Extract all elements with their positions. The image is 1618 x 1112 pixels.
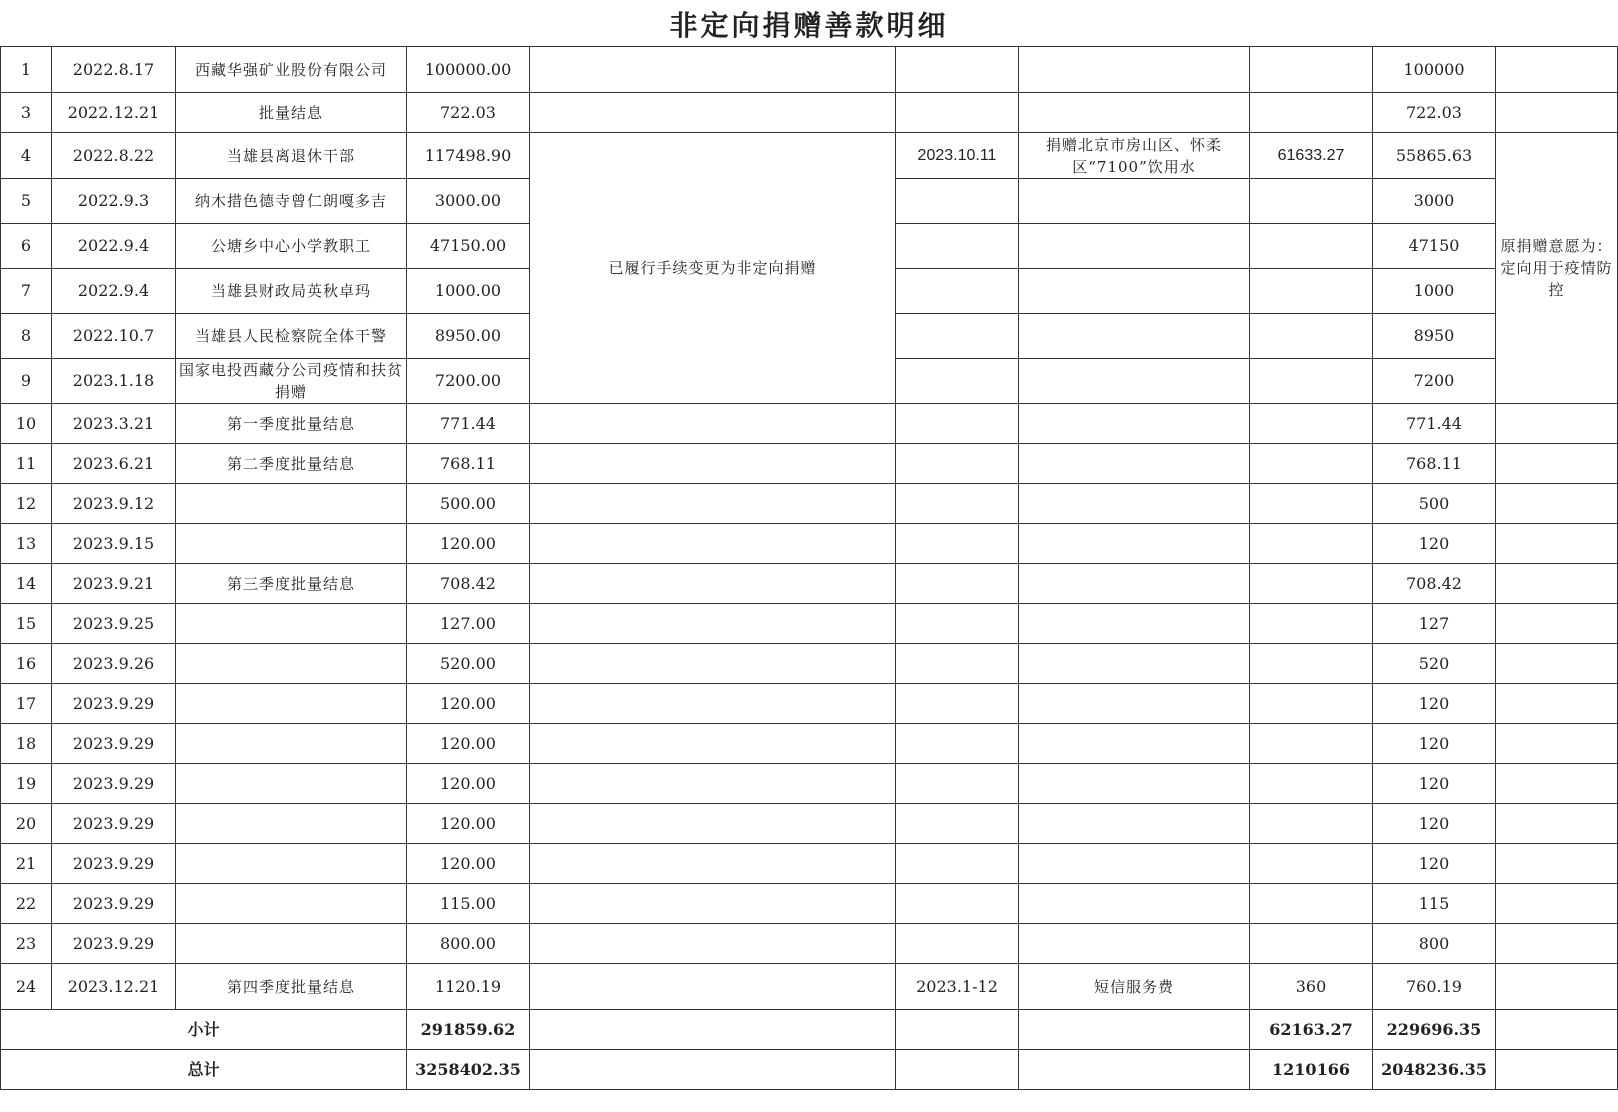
expense-description-cell: [1019, 604, 1250, 644]
expense-date-cell: [896, 47, 1019, 93]
donation-table: [0, 46, 1618, 1090]
balance-cell: 768.11: [1373, 444, 1496, 484]
subtotal-balance-cell: 229696.35: [1373, 1010, 1496, 1050]
expense-description-cell: [1019, 524, 1250, 564]
expense-description-cell: [1019, 179, 1250, 224]
balance-cell: 1000: [1373, 269, 1496, 314]
expense-description-cell: [1019, 764, 1250, 804]
remark-cell: [1496, 684, 1618, 724]
amount-cell: 722.03: [407, 93, 530, 133]
note-cell: [530, 93, 896, 133]
expense-date-cell: [896, 524, 1019, 564]
table-row: [1, 724, 1618, 764]
expense-amount-cell: [1250, 484, 1373, 524]
expense-date-cell: [896, 564, 1019, 604]
date-cell: 2023.9.29: [52, 804, 176, 844]
row-number-cell: 19: [1, 764, 52, 804]
donor-cell: [176, 604, 407, 644]
date-cell: 2023.9.29: [52, 924, 176, 964]
date-cell: 2022.8.22: [52, 133, 176, 179]
remark-cell: [1496, 844, 1618, 884]
date-cell: 2022.9.4: [52, 224, 176, 269]
balance-cell: 47150: [1373, 224, 1496, 269]
note-cell: [530, 564, 896, 604]
balance-cell: 722.03: [1373, 93, 1496, 133]
row-number-cell: 20: [1, 804, 52, 844]
expense-amount-cell: [1250, 924, 1373, 964]
note-cell: [530, 484, 896, 524]
date-cell: 2022.12.21: [52, 93, 176, 133]
empty-cell: [530, 1010, 896, 1050]
row-number-cell: 8: [1, 314, 52, 359]
date-cell: 2023.9.25: [52, 604, 176, 644]
donor-cell: 第一季度批量结息: [176, 404, 407, 444]
remark-cell: [1496, 484, 1618, 524]
date-cell: 2022.9.3: [52, 179, 176, 224]
table-row: [1, 564, 1618, 604]
note-cell: [530, 404, 896, 444]
note-cell: [530, 684, 896, 724]
balance-cell: 708.42: [1373, 564, 1496, 604]
row-number-cell: 5: [1, 179, 52, 224]
table-row: [1, 844, 1618, 884]
balance-cell: 771.44: [1373, 404, 1496, 444]
expense-date-cell: 2023.1-12: [896, 964, 1019, 1010]
amount-cell: 1120.19: [407, 964, 530, 1010]
balance-cell: 760.19: [1373, 964, 1496, 1010]
row-number-cell: 1: [1, 47, 52, 93]
table-body: [1, 47, 1618, 1090]
expense-date-cell: [896, 444, 1019, 484]
expense-amount-cell: [1250, 269, 1373, 314]
row-number-cell: 18: [1, 724, 52, 764]
note-cell: [530, 964, 896, 1010]
table-row: [1, 644, 1618, 684]
balance-cell: 120: [1373, 764, 1496, 804]
remark-merged-cell: 原捐赠意愿为：定向用于疫情防控: [1496, 133, 1618, 404]
note-cell: [530, 47, 896, 93]
amount-cell: 520.00: [407, 644, 530, 684]
amount-cell: 47150.00: [407, 224, 530, 269]
row-number-cell: 6: [1, 224, 52, 269]
expense-amount-cell: [1250, 314, 1373, 359]
row-number-cell: 22: [1, 884, 52, 924]
expense-amount-cell: [1250, 224, 1373, 269]
expense-date-cell: [896, 804, 1019, 844]
remark-cell: [1496, 964, 1618, 1010]
balance-cell: 55865.63: [1373, 133, 1496, 179]
expense-date-cell: [896, 269, 1019, 314]
donor-cell: [176, 724, 407, 764]
empty-cell: [1019, 1010, 1250, 1050]
expense-date-cell: [896, 884, 1019, 924]
total-label-cell: 总计: [1, 1050, 407, 1090]
expense-amount-cell: [1250, 93, 1373, 133]
note-cell: [530, 804, 896, 844]
table-row: [1, 524, 1618, 564]
donor-cell: 当雄县离退休干部: [176, 133, 407, 179]
row-number-cell: 4: [1, 133, 52, 179]
empty-cell: [896, 1010, 1019, 1050]
date-cell: 2022.10.7: [52, 314, 176, 359]
remark-cell: [1496, 804, 1618, 844]
date-cell: 2023.9.29: [52, 724, 176, 764]
expense-amount-cell: [1250, 884, 1373, 924]
row-number-cell: 13: [1, 524, 52, 564]
donor-cell: [176, 884, 407, 924]
expense-amount-cell: [1250, 524, 1373, 564]
expense-date-cell: [896, 224, 1019, 269]
table-row: [1, 47, 1618, 93]
date-cell: 2023.9.29: [52, 764, 176, 804]
remark-cell: [1496, 524, 1618, 564]
expense-description-cell: [1019, 93, 1250, 133]
remark-cell: [1496, 564, 1618, 604]
expense-amount-cell: [1250, 724, 1373, 764]
date-cell: 2022.9.4: [52, 269, 176, 314]
amount-cell: 100000.00: [407, 47, 530, 93]
donor-cell: 西藏华强矿业股份有限公司: [176, 47, 407, 93]
date-cell: 2023.12.21: [52, 964, 176, 1010]
note-cell: [530, 444, 896, 484]
note-cell: [530, 884, 896, 924]
empty-cell: [1496, 1050, 1618, 1090]
amount-cell: 7200.00: [407, 359, 530, 404]
balance-cell: 120: [1373, 844, 1496, 884]
expense-amount-cell: [1250, 764, 1373, 804]
amount-cell: 708.42: [407, 564, 530, 604]
row-number-cell: 12: [1, 484, 52, 524]
date-cell: 2023.9.29: [52, 684, 176, 724]
expense-description-cell: [1019, 359, 1250, 404]
donor-cell: [176, 924, 407, 964]
total-expense-cell: 1210166: [1250, 1050, 1373, 1090]
row-number-cell: 17: [1, 684, 52, 724]
amount-cell: 771.44: [407, 404, 530, 444]
table-row: [1, 604, 1618, 644]
expense-description-cell: [1019, 484, 1250, 524]
balance-cell: 120: [1373, 804, 1496, 844]
expense-amount-cell: [1250, 359, 1373, 404]
expense-amount-cell: [1250, 644, 1373, 684]
donor-cell: 第三季度批量结息: [176, 564, 407, 604]
expense-amount-cell: [1250, 564, 1373, 604]
remark-cell: [1496, 93, 1618, 133]
balance-cell: 127: [1373, 604, 1496, 644]
amount-cell: 120.00: [407, 804, 530, 844]
remark-cell: [1496, 604, 1618, 644]
expense-amount-cell: 360: [1250, 964, 1373, 1010]
table-row: [1, 133, 1618, 179]
expense-date-cell: [896, 724, 1019, 764]
note-cell: [530, 644, 896, 684]
expense-description-cell: [1019, 724, 1250, 764]
remark-cell: [1496, 47, 1618, 93]
expense-description-cell: [1019, 684, 1250, 724]
amount-cell: 120.00: [407, 524, 530, 564]
row-number-cell: 21: [1, 844, 52, 884]
expense-description-cell: 短信服务费: [1019, 964, 1250, 1010]
remark-cell: [1496, 644, 1618, 684]
note-cell: [530, 524, 896, 564]
expense-description-cell: [1019, 644, 1250, 684]
expense-description-cell: [1019, 224, 1250, 269]
expense-date-cell: 2023.10.11: [896, 133, 1019, 179]
expense-date-cell: [896, 604, 1019, 644]
subtotal-label-cell: 小计: [1, 1010, 407, 1050]
table-row: [1, 444, 1618, 484]
row-number-cell: 11: [1, 444, 52, 484]
expense-date-cell: [896, 644, 1019, 684]
donor-cell: 公塘乡中心小学教职工: [176, 224, 407, 269]
remark-cell: [1496, 764, 1618, 804]
expense-description-cell: [1019, 314, 1250, 359]
expense-description-cell: [1019, 444, 1250, 484]
subtotal-row: [1, 1010, 1618, 1050]
expense-date-cell: [896, 764, 1019, 804]
table-row: [1, 804, 1618, 844]
row-number-cell: 23: [1, 924, 52, 964]
remark-cell: [1496, 444, 1618, 484]
expense-date-cell: [896, 179, 1019, 224]
expense-date-cell: [896, 924, 1019, 964]
remark-cell: [1496, 924, 1618, 964]
table-row: [1, 484, 1618, 524]
empty-cell: [1019, 1050, 1250, 1090]
donor-cell: 纳木措色德寺曾仁朗嘎多吉: [176, 179, 407, 224]
expense-date-cell: [896, 314, 1019, 359]
expense-date-cell: [896, 404, 1019, 444]
empty-cell: [896, 1050, 1019, 1090]
total-row: [1, 1050, 1618, 1090]
donor-cell: 当雄县人民检察院全体干警: [176, 314, 407, 359]
donor-cell: [176, 484, 407, 524]
donor-cell: [176, 844, 407, 884]
expense-date-cell: [896, 844, 1019, 884]
donor-cell: 国家电投西藏分公司疫情和扶贫捐赠: [176, 359, 407, 404]
date-cell: 2023.3.21: [52, 404, 176, 444]
date-cell: 2022.8.17: [52, 47, 176, 93]
row-number-cell: 24: [1, 964, 52, 1010]
expense-date-cell: [896, 359, 1019, 404]
row-number-cell: 15: [1, 604, 52, 644]
amount-cell: 120.00: [407, 724, 530, 764]
table-row: [1, 884, 1618, 924]
empty-cell: [1496, 1010, 1618, 1050]
table-row: [1, 764, 1618, 804]
total-balance-cell: 2048236.35: [1373, 1050, 1496, 1090]
remark-cell: [1496, 724, 1618, 764]
expense-description-cell: [1019, 844, 1250, 884]
merged-note-cell: 已履行手续变更为非定向捐赠: [530, 133, 896, 404]
amount-cell: 120.00: [407, 844, 530, 884]
expense-date-cell: [896, 684, 1019, 724]
date-cell: 2023.9.29: [52, 844, 176, 884]
donor-cell: [176, 524, 407, 564]
balance-cell: 500: [1373, 484, 1496, 524]
expense-amount-cell: [1250, 844, 1373, 884]
amount-cell: 500.00: [407, 484, 530, 524]
amount-cell: 800.00: [407, 924, 530, 964]
table-row: [1, 684, 1618, 724]
balance-cell: 7200: [1373, 359, 1496, 404]
amount-cell: 1000.00: [407, 269, 530, 314]
donor-cell: [176, 684, 407, 724]
empty-cell: [530, 1050, 896, 1090]
note-cell: [530, 844, 896, 884]
balance-cell: 3000: [1373, 179, 1496, 224]
row-number-cell: 14: [1, 564, 52, 604]
donor-cell: [176, 764, 407, 804]
donor-cell: 第二季度批量结息: [176, 444, 407, 484]
expense-date-cell: [896, 484, 1019, 524]
donor-cell: 当雄县财政局英秋卓玛: [176, 269, 407, 314]
amount-cell: 8950.00: [407, 314, 530, 359]
amount-cell: 117498.90: [407, 133, 530, 179]
date-cell: 2023.6.21: [52, 444, 176, 484]
subtotal-expense-cell: 62163.27: [1250, 1010, 1373, 1050]
expense-description-cell: [1019, 269, 1250, 314]
expense-description-cell: [1019, 804, 1250, 844]
date-cell: 2023.9.29: [52, 884, 176, 924]
balance-cell: 8950: [1373, 314, 1496, 359]
remark-cell: [1496, 884, 1618, 924]
note-cell: [530, 924, 896, 964]
expense-amount-cell: [1250, 604, 1373, 644]
subtotal-amount-cell: 291859.62: [407, 1010, 530, 1050]
expense-amount-cell: 61633.27: [1250, 133, 1373, 179]
balance-cell: 115: [1373, 884, 1496, 924]
date-cell: 2023.9.21: [52, 564, 176, 604]
expense-amount-cell: [1250, 804, 1373, 844]
donor-cell: 第四季度批量结息: [176, 964, 407, 1010]
donor-cell: 批量结息: [176, 93, 407, 133]
expense-description-cell: [1019, 47, 1250, 93]
expense-amount-cell: [1250, 179, 1373, 224]
date-cell: 2023.9.26: [52, 644, 176, 684]
expense-description-cell: [1019, 404, 1250, 444]
date-cell: 2023.1.18: [52, 359, 176, 404]
expense-amount-cell: [1250, 404, 1373, 444]
table-row: [1, 404, 1618, 444]
table-row: [1, 964, 1618, 1010]
balance-cell: 100000: [1373, 47, 1496, 93]
expense-amount-cell: [1250, 47, 1373, 93]
remark-cell: [1496, 404, 1618, 444]
row-number-cell: 3: [1, 93, 52, 133]
balance-cell: 800: [1373, 924, 1496, 964]
balance-cell: 120: [1373, 524, 1496, 564]
donor-cell: [176, 804, 407, 844]
note-cell: [530, 604, 896, 644]
amount-cell: 127.00: [407, 604, 530, 644]
page-title: 非定向捐赠善款明细: [669, 9, 949, 42]
note-cell: [530, 724, 896, 764]
date-cell: 2023.9.15: [52, 524, 176, 564]
amount-cell: 120.00: [407, 684, 530, 724]
expense-description-cell: [1019, 924, 1250, 964]
donor-cell: [176, 644, 407, 684]
table-row: [1, 924, 1618, 964]
note-cell: [530, 764, 896, 804]
expense-description-cell: 捐赠北京市房山区、怀柔区“7100”饮用水: [1019, 133, 1250, 179]
amount-cell: 115.00: [407, 884, 530, 924]
row-number-cell: 10: [1, 404, 52, 444]
expense-description-cell: [1019, 884, 1250, 924]
row-number-cell: 16: [1, 644, 52, 684]
date-cell: 2023.9.12: [52, 484, 176, 524]
table-row: [1, 93, 1618, 133]
total-amount-cell: 3258402.35: [407, 1050, 530, 1090]
expense-description-cell: [1019, 564, 1250, 604]
balance-cell: 120: [1373, 684, 1496, 724]
expense-date-cell: [896, 93, 1019, 133]
expense-amount-cell: [1250, 684, 1373, 724]
amount-cell: 768.11: [407, 444, 530, 484]
expense-amount-cell: [1250, 444, 1373, 484]
balance-cell: 120: [1373, 724, 1496, 764]
amount-cell: 3000.00: [407, 179, 530, 224]
amount-cell: 120.00: [407, 764, 530, 804]
row-number-cell: 9: [1, 359, 52, 404]
balance-cell: 520: [1373, 644, 1496, 684]
row-number-cell: 7: [1, 269, 52, 314]
